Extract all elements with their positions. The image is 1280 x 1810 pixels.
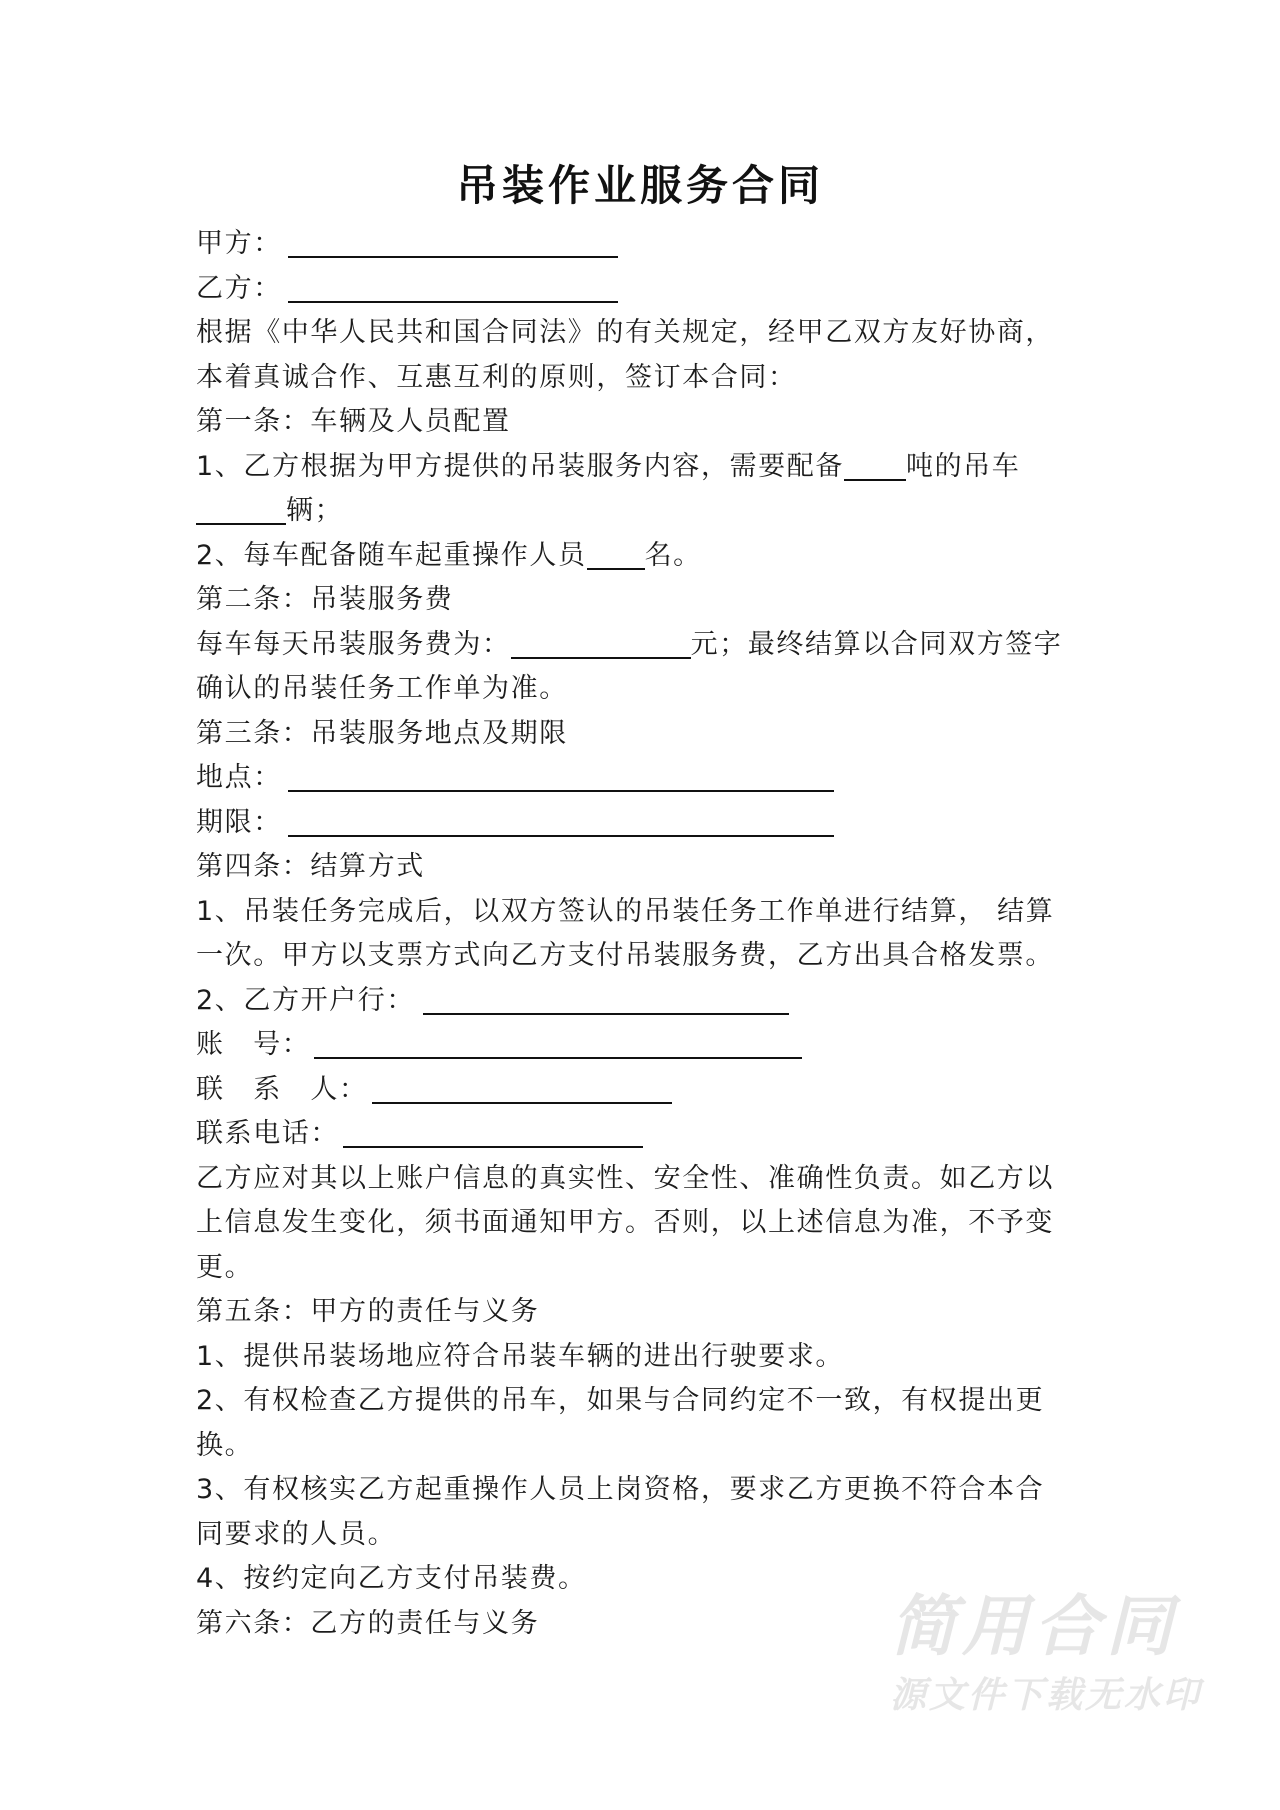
location-label: 地点： <box>196 762 282 793</box>
phone-line <box>196 1112 1096 1157</box>
article5-line: 4、按约定向乙方支付吊装费。 <box>196 1563 587 1594</box>
account-blank[interactable] <box>314 1027 802 1059</box>
article2-fee-cont: 确认的吊装任务工作单为准。 <box>196 673 568 704</box>
fee-label: 每车每天吊装服务费为： <box>196 628 511 660</box>
article-heading: 第六条：乙方的责任与义务 <box>196 1607 540 1639</box>
article5-line: 同要求的人员。 <box>196 1518 397 1550</box>
intro-line: 本着真诚合作、互惠互利的原则，签订本合同： <box>196 361 797 393</box>
party-b-line <box>196 267 1096 312</box>
article-heading: 第四条：结算方式 <box>196 851 425 882</box>
watermark-tagline: 源文件下载无水印 <box>890 1675 1203 1716</box>
phone-label: 联系电话： <box>196 1118 339 1149</box>
bank-line <box>196 979 1096 1024</box>
article5-line: 1、提供吊装场地应符合吊装车辆的进出行驶要求。 <box>196 1340 844 1372</box>
intro-line: 根据《中华人民共和国合同法》的有关规定，经甲乙双方友好协商， <box>196 317 1054 348</box>
article-heading: 第二条：吊装服务费 <box>196 584 454 615</box>
fee-text-b: 元；最终结算以合同双方签字 <box>690 628 1063 660</box>
article1-item2-text: 2、每车配备随车起重操作人员 <box>196 539 587 571</box>
tonnage-blank[interactable] <box>844 449 906 481</box>
article1-item1-text-c: 辆； <box>286 495 344 526</box>
phone-blank[interactable] <box>343 1116 643 1148</box>
period-line <box>196 801 1096 846</box>
article1-item1-text-b: 吨的吊车 <box>905 450 1021 482</box>
account-note: 上信息发生变化，须书面通知甲方。否则，以上述信息为准，不予变 <box>196 1207 1054 1238</box>
contact-line <box>196 1068 1096 1113</box>
article5-line: 2、有权检查乙方提供的吊车，如果与合同约定不一致，有权提出更 <box>196 1385 1045 1416</box>
article4-item1-cont: 一次。甲方以支票方式向乙方支付吊装服务费，乙方出具合格发票。 <box>196 940 1054 971</box>
location-line <box>196 756 1096 801</box>
contact-label: 联 系 人： <box>196 1073 368 1105</box>
account-note: 乙方应对其以上账户信息的真实性、安全性、准确性负责。如乙方以 <box>196 1162 1054 1194</box>
article1-item1-cont <box>196 489 1096 534</box>
article5-line: 换。 <box>196 1429 254 1461</box>
article2-fee <box>196 623 1096 668</box>
page-title: 吊装作业服务合同 <box>455 161 824 210</box>
contract-body <box>196 222 1096 1646</box>
period-label: 期限： <box>196 806 282 838</box>
fee-blank[interactable] <box>511 627 691 659</box>
account-label: 账 号： <box>196 1029 311 1060</box>
contact-blank[interactable] <box>372 1072 672 1104</box>
party-b-blank[interactable] <box>288 271 618 303</box>
party-a-blank[interactable] <box>288 226 618 258</box>
party-b-label: 乙方： <box>196 272 282 304</box>
party-a-line <box>196 222 1096 267</box>
article4-item1: 1、吊装任务完成后，以双方签认的吊装任务工作单进行结算， 结算 <box>196 895 1055 927</box>
period-blank[interactable] <box>288 805 834 837</box>
article1-item1-text: 1、乙方根据为甲方提供的吊装服务内容，需要配备 <box>196 450 844 482</box>
vehicle-count-blank[interactable] <box>196 493 286 525</box>
article1-item1 <box>196 445 1096 490</box>
location-blank[interactable] <box>288 760 834 792</box>
article5-line: 3、有权核实乙方起重操作人员上岗资格，要求乙方更换不符合本合 <box>196 1474 1045 1505</box>
watermark-brand: 简用合同 <box>890 1588 1178 1665</box>
operator-count-blank[interactable] <box>587 538 645 570</box>
account-line <box>196 1023 1096 1068</box>
article1-item2 <box>196 534 1096 579</box>
bank-label: 2、乙方开户行： <box>196 984 415 1016</box>
article-heading: 第五条：甲方的责任与义务 <box>196 1296 540 1327</box>
article-heading: 第一条：车辆及人员配置 <box>196 406 511 437</box>
article-heading: 第三条：吊装服务地点及期限 <box>196 717 568 749</box>
account-note: 更。 <box>196 1251 254 1283</box>
party-a-label: 甲方： <box>196 228 282 259</box>
bank-blank[interactable] <box>423 983 789 1015</box>
article1-item2-text-b: 名。 <box>644 539 702 571</box>
